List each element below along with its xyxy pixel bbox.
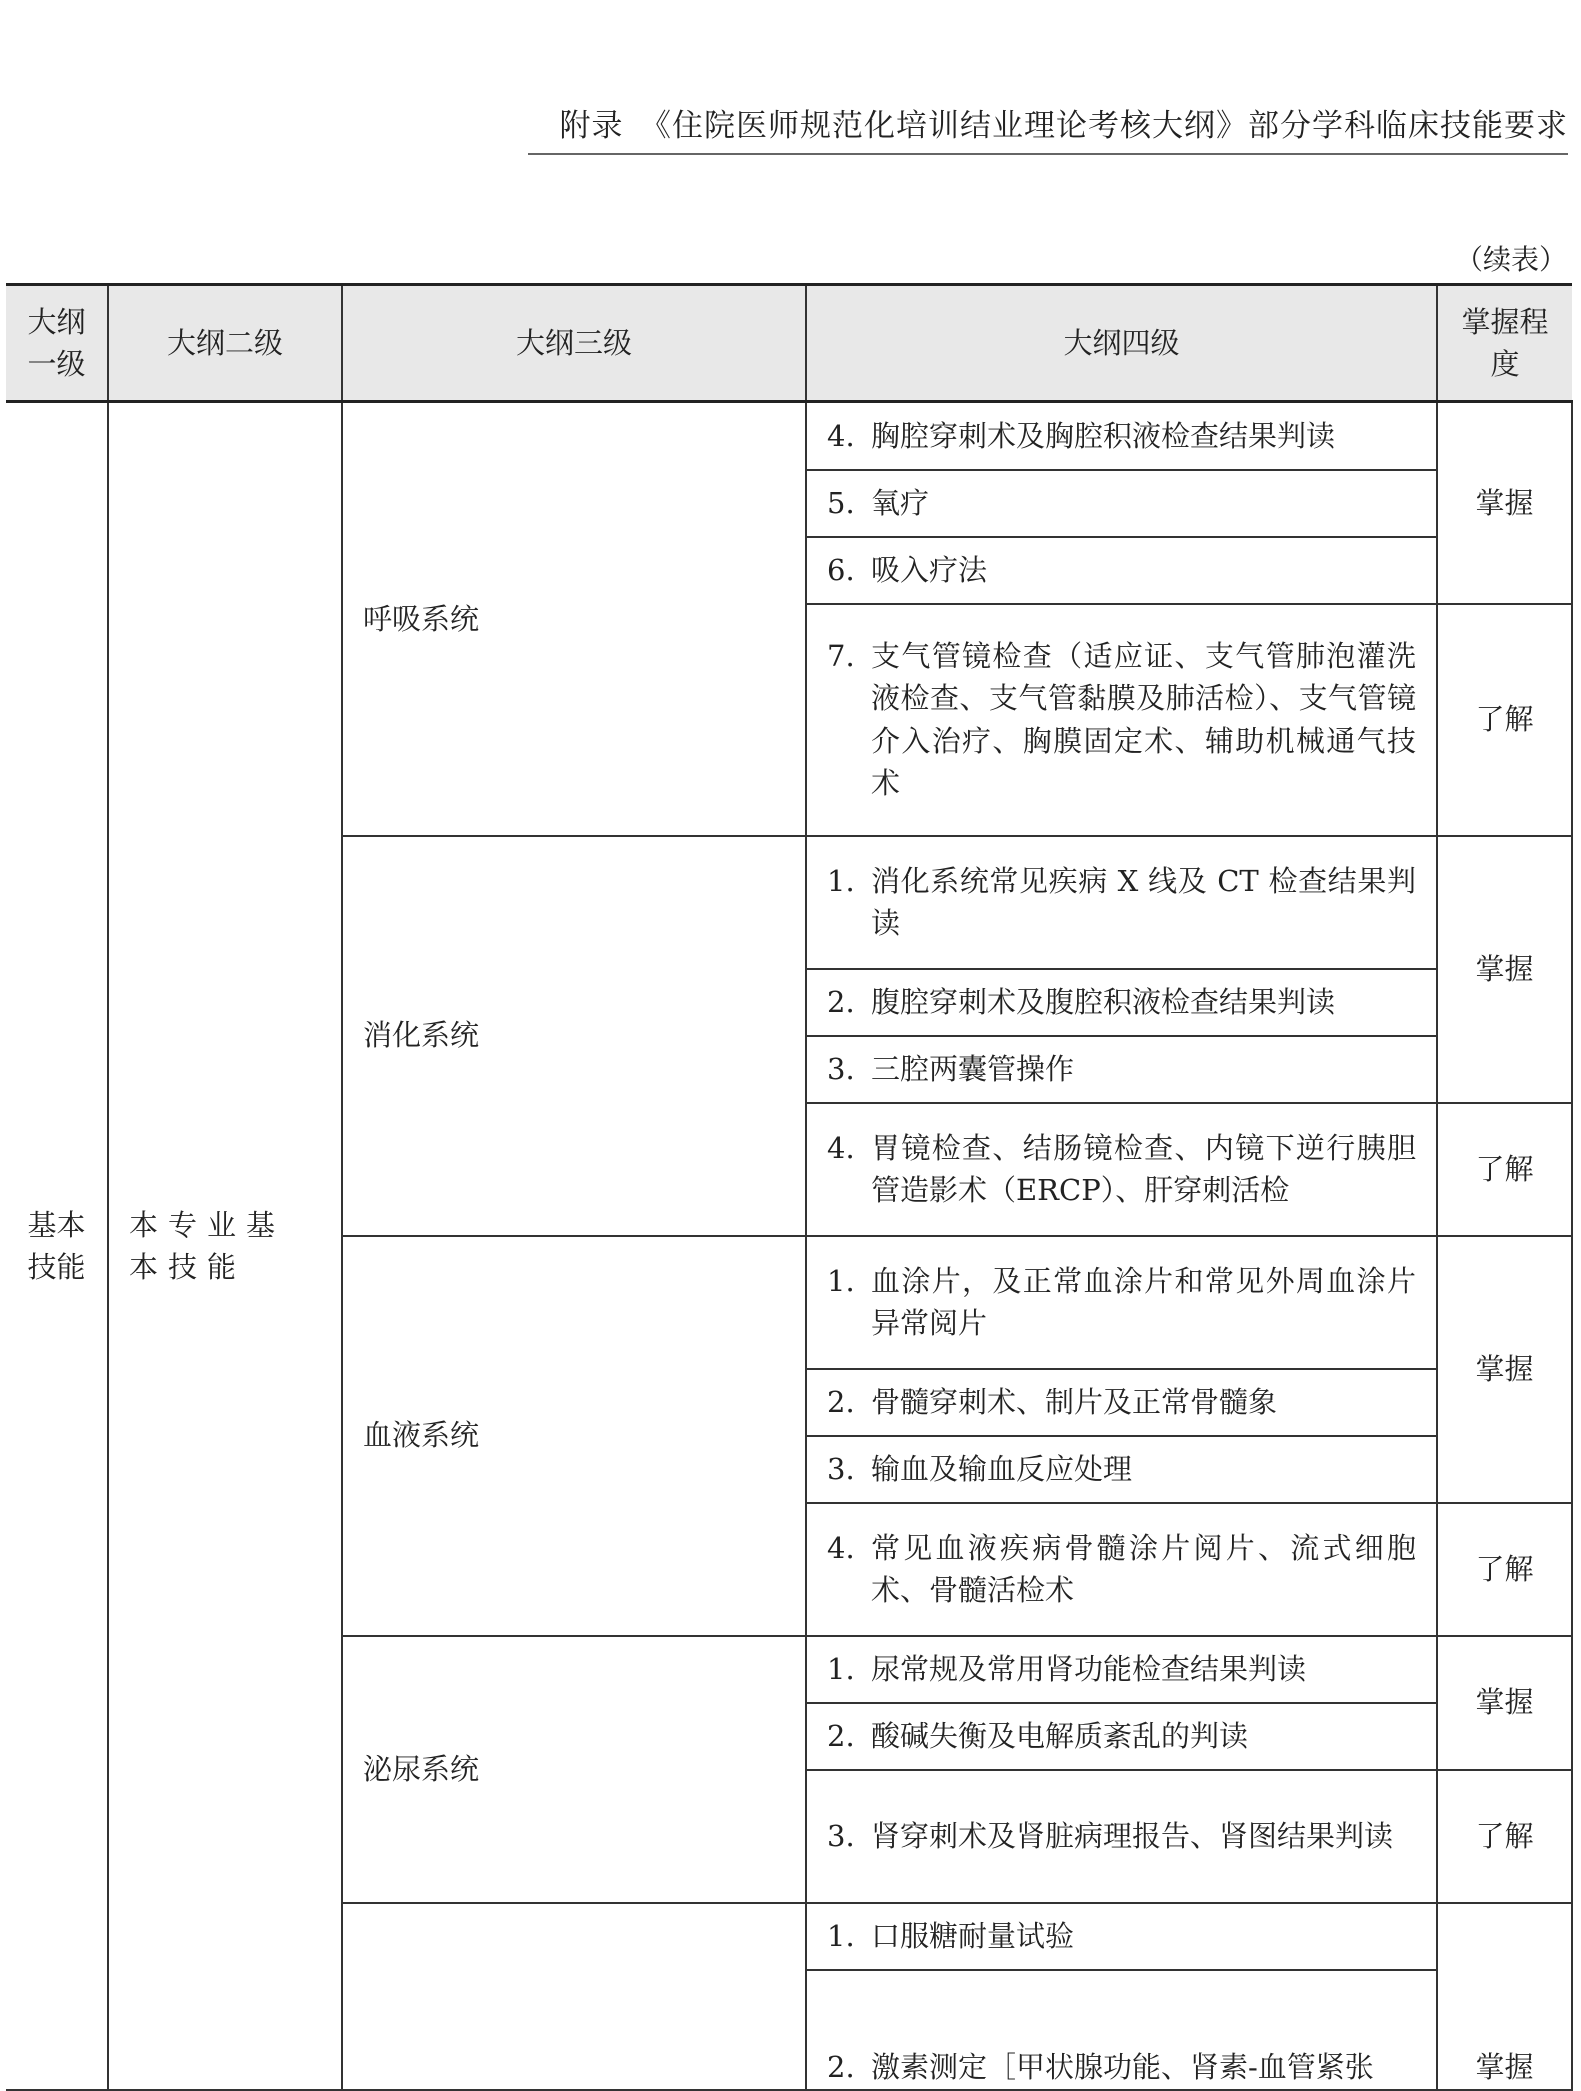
mastery-cell: 了解	[1437, 604, 1572, 836]
item-cell	[806, 1770, 1437, 1903]
section-name: 泌尿系统	[342, 1636, 806, 1903]
item-cell	[806, 1103, 1437, 1236]
item-cell	[806, 1036, 1437, 1103]
item-text: 输血及输血反应处理	[871, 1451, 1133, 1486]
item-number: 6.	[827, 552, 855, 587]
section-name	[342, 1903, 806, 2090]
item-number: 1.	[827, 1651, 855, 1686]
mastery-cell: 掌握	[1437, 1636, 1572, 1770]
item-number: 2.	[827, 984, 855, 1019]
item-text: 口服糖耐量试验	[871, 1918, 1075, 1953]
item-cell	[806, 836, 1437, 969]
item-text: 三腔两囊管操作	[871, 1051, 1075, 1086]
item-text: 尿常规及常用肾功能检查结果判读	[871, 1651, 1307, 1686]
item-text: 血涂片，及正常血涂片和常见外周血涂片异常阅片	[871, 1263, 1416, 1340]
item-cell	[806, 1236, 1437, 1369]
mastery-cell: 掌握	[1437, 402, 1572, 604]
item-number: 3.	[827, 1051, 855, 1086]
table-row	[6, 402, 1572, 470]
item-text: 肾穿刺术及肾脏病理报告、肾图结果判读	[871, 1818, 1394, 1853]
item-number: 1.	[827, 1263, 855, 1298]
item-text: 支气管镜检查（适应证、支气管肺泡灌洗液检查、支气管黏膜及肺活检）、支气管镜介入治疗、胸膜固定术、辅助机械通气技术	[871, 639, 1416, 800]
level1-cell: 基本技能	[6, 402, 108, 2090]
item-text: 常见血液疾病骨髓涂片阅片、流式细胞术、骨髓活检术	[871, 1530, 1416, 1607]
item-number: 4.	[827, 1530, 855, 1565]
item-cell	[806, 1436, 1437, 1503]
item-cell	[806, 604, 1437, 836]
item-number: 1.	[827, 1918, 855, 1953]
item-cell	[806, 402, 1437, 470]
item-cell	[806, 1503, 1437, 1636]
section-name: 消化系统	[342, 836, 806, 1236]
item-number: 2.	[827, 2050, 855, 2085]
outline-table	[6, 283, 1573, 2091]
mastery-cell: 了解	[1437, 1503, 1572, 1636]
item-number: 4.	[827, 1130, 855, 1165]
item-cell	[806, 1369, 1437, 1436]
item-number: 2.	[827, 1718, 855, 1753]
item-text: 胸腔穿刺术及胸腔积液检查结果判读	[871, 418, 1336, 453]
mastery-cell: 掌握	[1437, 1236, 1572, 1503]
item-text: 吸入疗法	[871, 552, 988, 587]
table-header-row	[6, 285, 1572, 402]
item-cell	[806, 537, 1437, 604]
continuation-note: （续表）	[1454, 243, 1567, 276]
item-text: 氧疗	[871, 485, 930, 520]
mastery-cell: 掌握	[1437, 836, 1572, 1103]
section-name: 呼吸系统	[342, 402, 806, 836]
header-level3: 大纲三级	[342, 285, 806, 402]
running-header: 附录 《住院医师规范化培训结业理论考核大纲》部分学科临床技能要求	[528, 100, 1568, 155]
item-number: 5.	[827, 485, 855, 520]
item-text: 骨髓穿刺术、制片及正常骨髓象	[871, 1384, 1278, 1419]
item-text: 胃镜检查、结肠镜检查、内镜下逆行胰胆管造影术（ERCP）、肝穿刺活检	[871, 1130, 1416, 1207]
mastery-cell: 掌握	[1437, 1903, 1572, 2090]
item-cell	[806, 1903, 1437, 1970]
item-number: 2.	[827, 1384, 855, 1419]
section-name: 血液系统	[342, 1236, 806, 1636]
item-text: 腹腔穿刺术及腹腔积液检查结果判读	[871, 984, 1336, 1019]
item-cell	[806, 1703, 1437, 1770]
item-number: 3.	[827, 1451, 855, 1486]
mastery-cell: 了解	[1437, 1103, 1572, 1236]
item-number: 1.	[827, 863, 855, 898]
header-mastery: 掌握程度	[1437, 285, 1572, 402]
item-number: 4.	[827, 418, 855, 453]
header-level1: 大纲一级	[6, 285, 108, 402]
item-cell	[806, 1970, 1437, 2090]
item-cell	[806, 969, 1437, 1036]
level2-cell: 本专业基本技能	[108, 402, 342, 2090]
item-text: 激素测定［甲状腺功能、肾素-血管紧张	[871, 2050, 1374, 2085]
item-number: 7.	[827, 639, 855, 674]
header-level2: 大纲二级	[108, 285, 342, 402]
header-level4: 大纲四级	[806, 285, 1437, 402]
item-number: 3.	[827, 1818, 855, 1853]
item-cell	[806, 470, 1437, 537]
item-text: 酸碱失衡及电解质紊乱的判读	[871, 1718, 1249, 1753]
item-text: 消化系统常见疾病 X 线及 CT 检查结果判读	[871, 863, 1416, 940]
item-cell	[806, 1636, 1437, 1703]
mastery-cell: 了解	[1437, 1770, 1572, 1903]
